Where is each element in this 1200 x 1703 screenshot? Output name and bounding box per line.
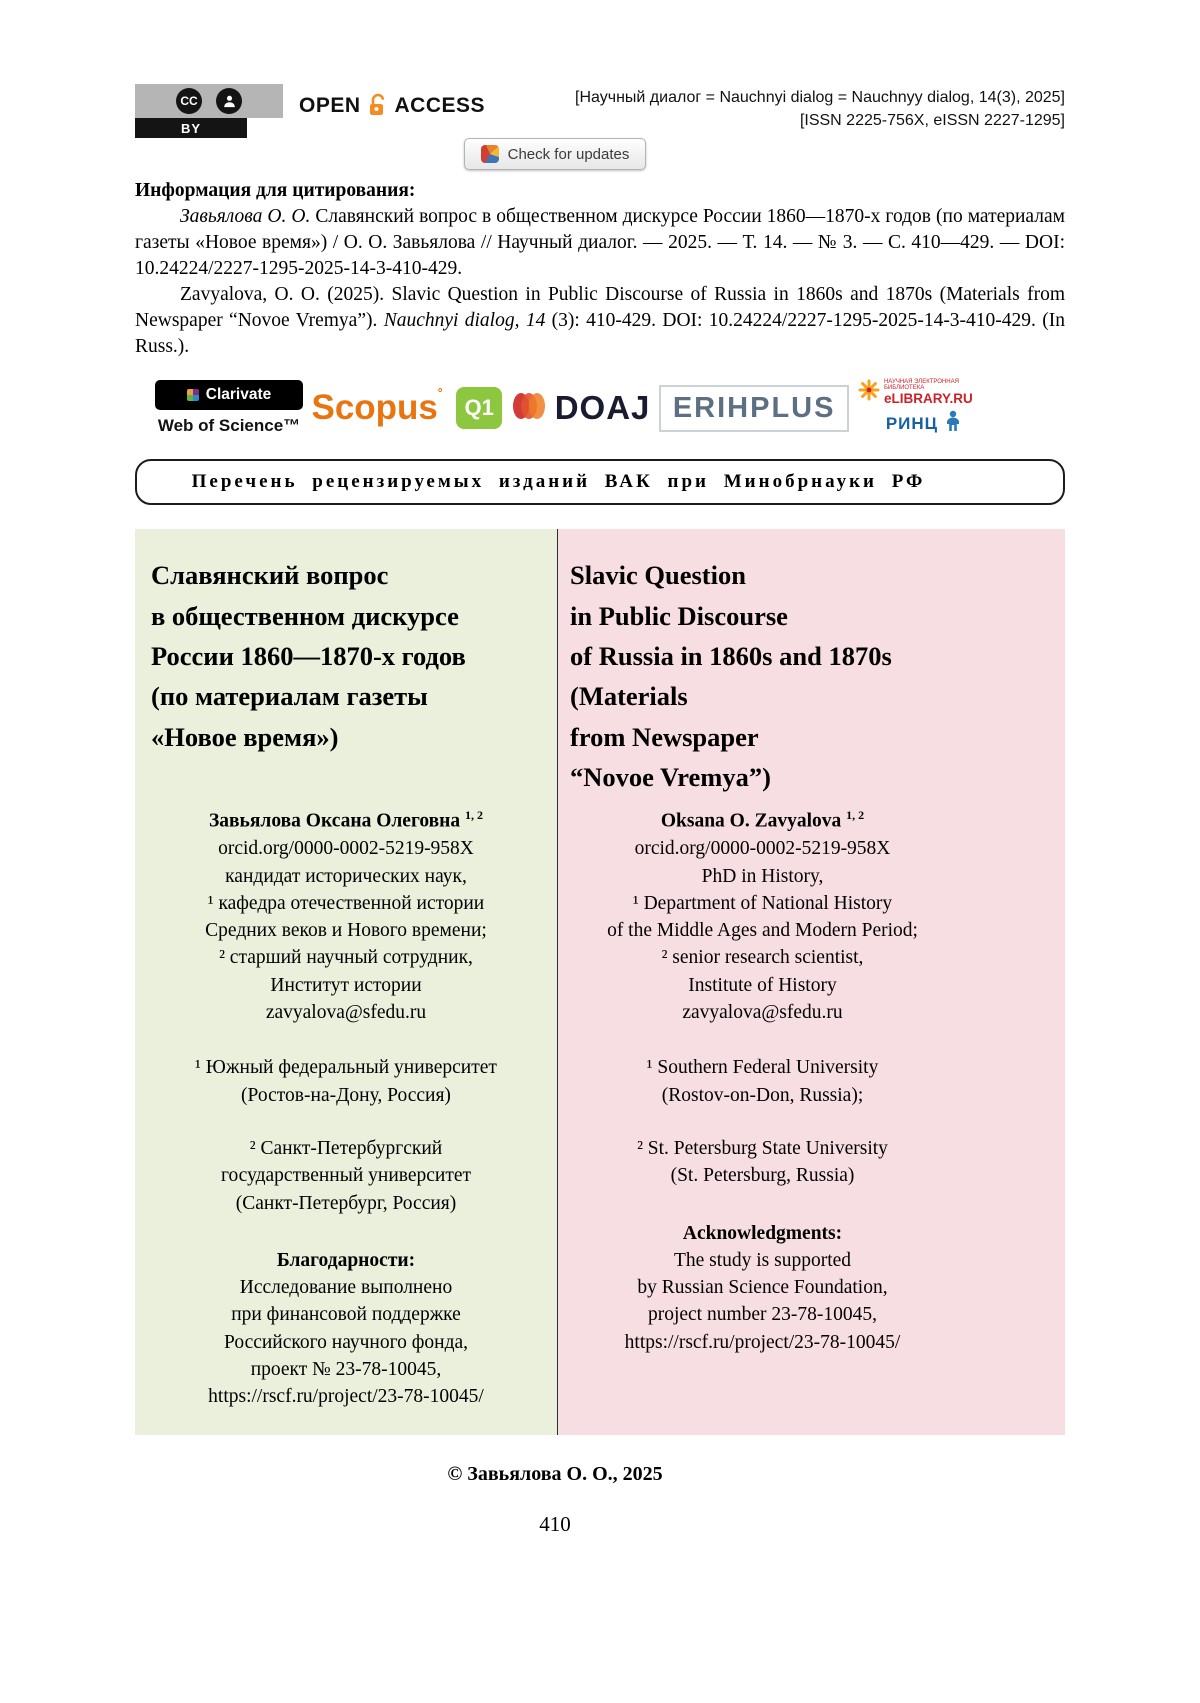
page-header [135, 84, 1065, 138]
cc-icon [176, 88, 202, 114]
scopus-label: Scopus˚ [311, 388, 444, 428]
author-orcid-ru[interactable]: orcid.org/0000-0002-5219-958X [218, 838, 474, 860]
scopus-mark: ˚ [437, 388, 444, 406]
doaj-icon [511, 391, 547, 426]
author-affil-sup-en: 1, 2 [846, 808, 865, 823]
indexing-logos-row [135, 373, 1065, 443]
copyright-line: © Завьялова О. О., 2025 [447, 1462, 663, 1485]
clarivate-logo-mark [187, 389, 199, 401]
open-access-logo [299, 92, 485, 120]
doaj-logo [511, 389, 651, 427]
affiliation-2-ru: ² Санкт-Петербургский государственный университет (Санкт-Петербург, Россия) [220, 1137, 472, 1214]
citation-heading: Информация для цитирования: [135, 180, 416, 201]
check-for-updates-button[interactable] [464, 138, 647, 170]
open-access-word-access: ACCESS [394, 94, 486, 117]
author-degree-ru: кандидат исторических наук, [225, 865, 467, 887]
author-block-en [570, 807, 955, 1026]
rinc-label: РИНЦ [885, 413, 939, 433]
ack-text-en: The study is supported by Russian Science Foundation, project number 23-78-10045, [637, 1249, 888, 1326]
erihplus-logo [659, 385, 850, 432]
journal-info [575, 84, 1065, 132]
scopus-logo [311, 387, 502, 429]
check-updates-row [135, 138, 975, 170]
cc-person-icon [216, 88, 242, 114]
crossmark-icon [481, 145, 499, 163]
rinc-person-icon [944, 410, 962, 437]
citation-en-part2: (3): 410-429. DOI: 10.24224/2227-1295-2025-14-3-410-429. (In Russ.). [135, 309, 1065, 357]
acknowledgments-ru [151, 1247, 541, 1411]
page-number: 410 [539, 1511, 571, 1536]
web-of-science-label: Web of Science™ [157, 416, 301, 436]
citation-section [135, 178, 1065, 359]
citation-ru-text: Славянский вопрос в общественном дискурсе России 1860—1870-х годов (по материалам газеты «Новое время») / О. О. Завьялова // Научный диалог. — 2025. — Т. 14. — № 3. — С. 410—429. — DOI: 10.24224/2227-1295-2025-14-3-410-429. [135, 205, 1065, 279]
citation-ru-author: Завьялова О. О. [180, 205, 311, 227]
author-position-en: ² senior research scientist, Institute of History [661, 947, 864, 996]
ack-heading-ru: Благодарности: [276, 1249, 416, 1271]
elibrary-tagline: НАУЧНАЯ ЭЛЕКТРОННАЯ БИБЛИОТЕКА [883, 379, 959, 392]
article-title-ru: Славянский вопрос в общественном дискурсе России 1860—1870-х годов (по материалам газеты «Новое время») [151, 560, 466, 752]
author-email-ru: zavyalova@sfedu.ru [265, 1002, 427, 1024]
erihplus-label: ERIHPLUS [672, 391, 836, 424]
cc-icons-strip [135, 84, 283, 118]
web-of-science-logo [155, 380, 303, 436]
elibrary-rinc-logo [858, 379, 990, 437]
article-title-en: Slavic Question in Public Discourse of Russia in 1860s and 1870s (Materials from Newspaper “Novoe Vremya”) [570, 560, 892, 792]
author-block-ru [151, 807, 541, 1026]
russian-column [135, 529, 557, 1434]
cc-icon-label: CC [180, 94, 198, 108]
doaj-label: DOAJ [554, 389, 651, 427]
open-access-word-open: OPEN [299, 94, 361, 117]
author-affil-sup-ru: 1, 2 [465, 808, 483, 823]
title-columns [135, 529, 1065, 1434]
elibrary-star-icon [858, 379, 880, 406]
affiliation-1-ru: ¹ Южный федеральный университет (Ростов-на-Дону, Россия) [195, 1057, 497, 1106]
acknowledgments-en [570, 1220, 955, 1356]
clarivate-label: Clarivate [205, 386, 272, 404]
author-email-en: zavyalova@sfedu.ru [682, 1002, 843, 1024]
affiliations-ru [151, 1054, 541, 1216]
open-lock-icon [366, 92, 390, 120]
elibrary-text [884, 379, 990, 406]
journal-info-line1: [Научный диалог = Nauchnyi dialog = Nauchnyy dialog, 14(3), 2025] [575, 89, 1065, 106]
citation-english [135, 282, 1065, 360]
check-for-updates-label: Check for updates [507, 145, 630, 163]
citation-en-part1: Zavyalova, O. O. (2025). Slavic Question in Public Discourse of Russia in 1860s and 1870s (Materials from Newspaper “Novoe Vremya”). [135, 283, 1065, 331]
author-name-en: Oksana O. Zavyalova $^{1, 2}$ [660, 808, 865, 832]
cc-by-label: BY [135, 118, 247, 138]
elibrary-label: eLIBRARY.RU [883, 391, 973, 407]
ack-text-ru: Исследование выполнено при финансовой поддержке Российского научного фонда, проект № 23-78-10045, [223, 1277, 469, 1380]
affiliations-en [570, 1054, 955, 1189]
scopus-q1-badge: Q1 [456, 387, 502, 429]
clarivate-logo [155, 380, 303, 410]
author-degree-en: PhD in History, [701, 865, 824, 887]
affiliation-2-en: ² St. Petersburg State University (St. Petersburg, Russia) [637, 1137, 888, 1187]
ack-heading-en: Acknowledgments: [682, 1222, 843, 1244]
author-name-ru: Завьялова Оксана Олеговна $^{1, 2}$ [208, 808, 483, 832]
author-orcid-en[interactable]: orcid.org/0000-0002-5219-958X [634, 838, 891, 860]
journal-info-line2: [ISSN 2225-756X, eISSN 2227-1295] [799, 112, 1065, 130]
elibrary-logo [858, 379, 990, 406]
vak-banner: Перечень рецензируемых изданий ВАК при Минобрнауки РФ [135, 459, 1065, 505]
ack-url-en[interactable]: https://rscf.ru/project/23-78-10045/ [624, 1331, 901, 1353]
citation-en-journal: Nauchnyi dialog, 14 [383, 309, 546, 331]
english-column [557, 529, 1065, 1434]
affiliation-1-en: ¹ Southern Federal University (Rostov-on-Don, Russia); [646, 1057, 879, 1106]
author-department-en: ¹ Department of National History of the Middle Ages and Modern Period; [607, 892, 918, 942]
author-department-ru: ¹ кафедра отечественной истории Средних веков и Нового времени; [205, 892, 487, 942]
citation-russian [135, 204, 1065, 282]
ack-url-ru[interactable]: https://rscf.ru/project/23-78-10045/ [208, 1386, 484, 1408]
cc-by-license-badge [135, 84, 283, 138]
rinc-logo [886, 410, 962, 437]
author-position-ru: ² старший научный сотрудник, Институт истории [219, 947, 473, 996]
